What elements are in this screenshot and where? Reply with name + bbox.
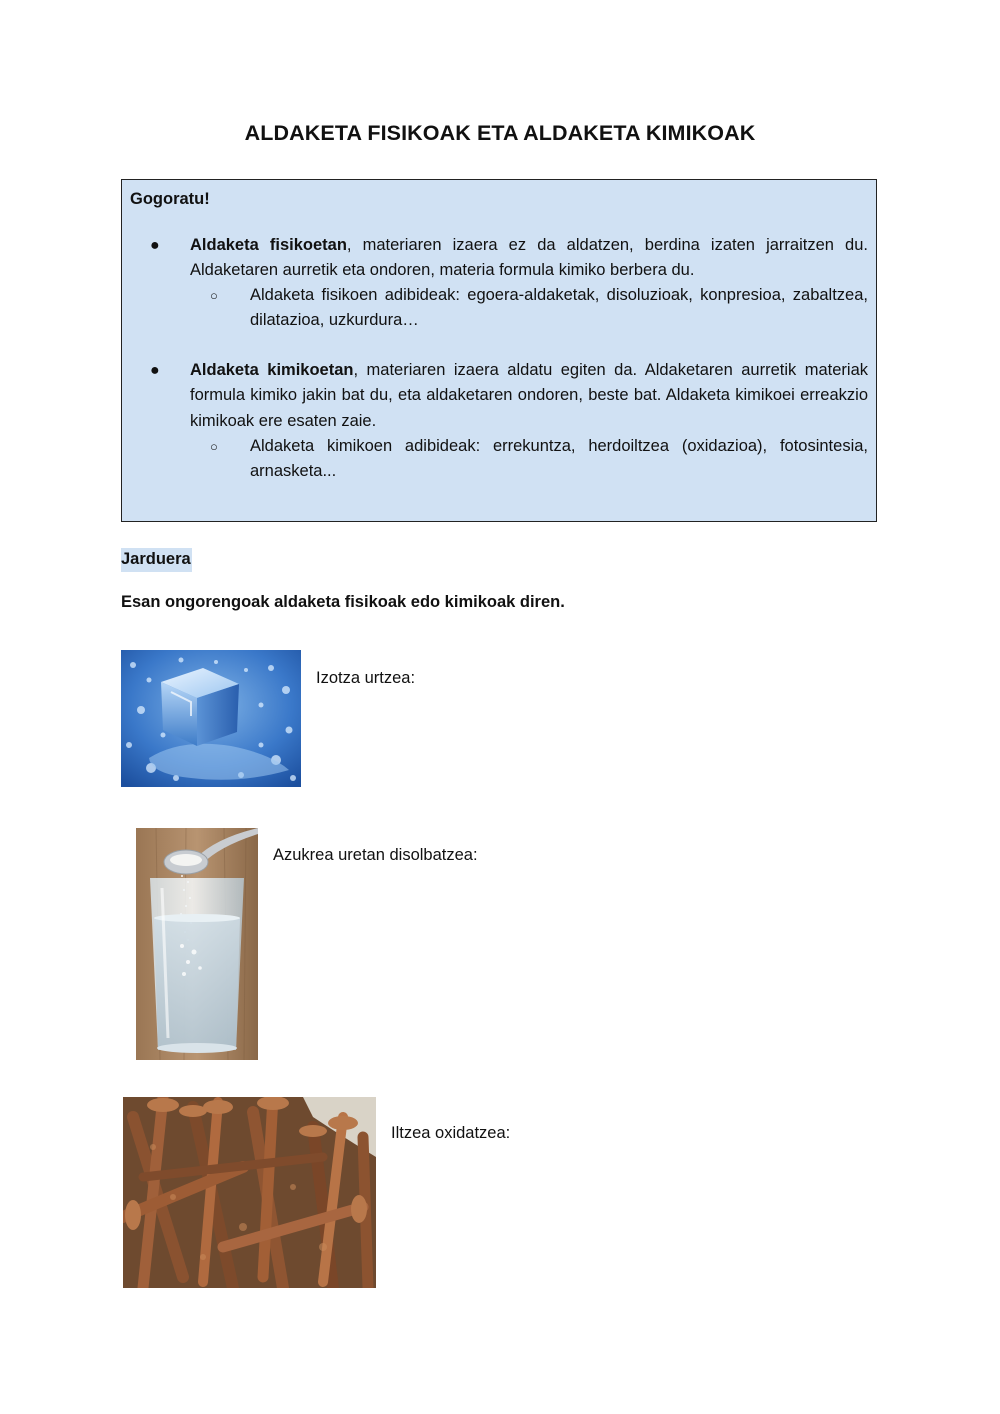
sub-bullet-icon: ○ xyxy=(210,288,218,303)
physical-change-examples: Aldaketa fisikoen adibideak: egoera-aldaketak, disoluzioak, konpresioa, zabaltzea, dilatazioa, uzkurdura… xyxy=(250,286,868,330)
chemical-change-text: , materiaren izaera aldatu egiten da. Aldaketaren aurretik materiak formula kimiko jakin bat du, eta aldaketaren ondoren, beste bat. Aldaketa kimikoei erreakzio kimikoak ere esaten zaie. xyxy=(190,361,868,430)
ice-cube-image xyxy=(121,650,301,787)
chemical-change-term: Aldaketa kimikoetan xyxy=(190,361,354,379)
physical-change-definition xyxy=(190,233,868,284)
sugar-glass-image xyxy=(136,828,258,1060)
activity-instruction: Esan ongorengoak aldaketa fisikoak edo kimikoak diren. xyxy=(121,593,565,611)
reminder-box xyxy=(121,179,877,522)
bullet-icon: ● xyxy=(150,237,160,254)
chemical-change-examples: Aldaketa kimikoen adibideak: errekuntza, herdoiltzea (oxidazioa), fotosintesia, arnasketa... xyxy=(250,437,868,481)
bullet-icon: ● xyxy=(150,362,160,379)
item-sugar-label: Azukrea uretan disolbatzea: xyxy=(273,846,478,864)
activity-label: Jarduera xyxy=(121,548,192,572)
sub-bullet-icon: ○ xyxy=(210,439,218,454)
reminder-heading: Gogoratu! xyxy=(130,190,210,208)
page-title: ALDAKETA FISIKOAK ETA ALDAKETA KIMIKOAK xyxy=(244,121,756,145)
physical-change-text: , materiaren izaera ez da aldatzen, berdina izaten jarraitzen du. Aldaketaren aurretik eta ondoren, materia formula kimiko berbera du. xyxy=(190,236,868,280)
physical-change-term: Aldaketa fisikoetan xyxy=(190,236,347,254)
item-ice-label: Izotza urtzea: xyxy=(316,669,416,687)
chemical-change-definition xyxy=(190,358,868,434)
item-nails-label: Iltzea oxidatzea: xyxy=(391,1124,511,1142)
rusty-nails-image xyxy=(123,1097,376,1288)
